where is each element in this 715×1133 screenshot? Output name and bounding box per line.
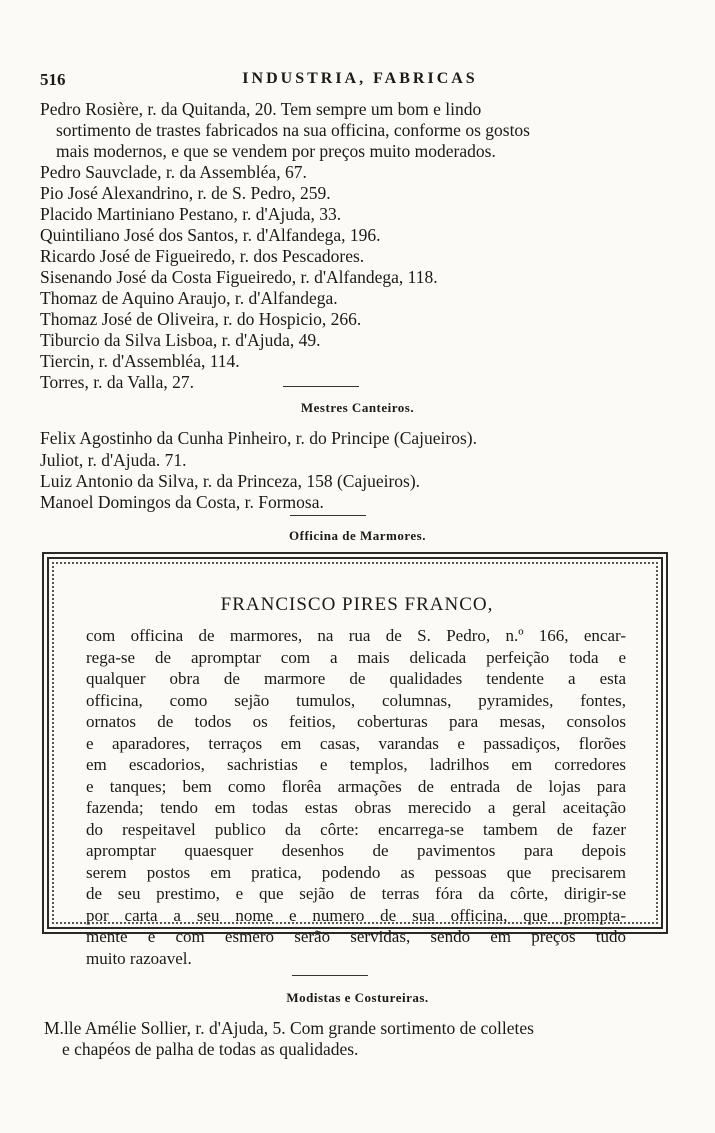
ad-line: muito razoavel.: [86, 948, 192, 968]
list-item: Pedro Rosière, r. da Quitanda, 20. Tem sempre um bom e lindo: [40, 99, 482, 119]
list-item: Placido Martiniano Pestano, r. d'Ajuda, 33.: [40, 204, 342, 224]
list-item: Thomaz José de Oliveira, r. do Hospicio, 266.: [40, 309, 362, 329]
advertisement-text: [86, 625, 626, 969]
advertiser-name: FRANCISCO PIRES FRANCO,: [220, 594, 494, 615]
ad-line: em escadorios, sachristias e templos, ladrilhos em corredores: [86, 755, 626, 774]
ad-line: officina, como sejão tumulos, columnas, pyramides, fontes,: [86, 690, 626, 710]
page-header: [40, 66, 680, 96]
ad-line: e aparadores, terraços em casas, varandas e passadiços, florões: [86, 733, 626, 753]
list-item-continuation: e chapéos de palha de todas as qualidades.: [62, 1039, 359, 1059]
list-item-continuation: mais modernos, e que se vendem por preços muito moderados.: [56, 141, 496, 161]
list-item: Quintiliano José dos Santos, r. d'Alfandega, 196.: [40, 225, 381, 245]
page-number: 516: [40, 70, 66, 89]
section-title-marmores: Officina de Marmores.: [289, 528, 426, 543]
running-title: INDUSTRIA, FABRICAS: [242, 70, 478, 87]
ad-line: e tanques; bem como florêa armações de entrada de lojas para: [86, 776, 626, 796]
ad-line: rega-se de apromptar com a mais delicada perfeição toda e: [86, 647, 626, 667]
advertisement-box: [42, 552, 672, 968]
list-item: Pio José Alexandrino, r. de S. Pedro, 259.: [40, 183, 331, 203]
ad-line: por carta a seu nome e numero de sua officina, que prompta-: [86, 905, 626, 925]
ad-line: apromptar quaesquer desenhos de pavimentos para depois: [86, 841, 626, 860]
list-item: Thomaz de Aquino Araujo, r. d'Alfandega.: [40, 288, 338, 308]
section-divider: [292, 975, 368, 976]
list-item-continuation: sortimento de trastes fabricados na sua officina, conforme os gostos: [56, 120, 530, 140]
list-item: Luiz Antonio da Silva, r. da Princeza, 158 (Cajueiros).: [40, 471, 421, 491]
ad-line: com officina de marmores, na rua de S. Pedro, n.º 166, encar-: [86, 626, 626, 645]
list-item: Juliot, r. d'Ajuda. 71.: [40, 450, 187, 470]
list-item: Tiburcio da Silva Lisboa, r. d'Ajuda, 49.: [40, 330, 321, 350]
list-item: Pedro Sauvclade, r. da Assembléa, 67.: [40, 162, 307, 182]
ad-line: serem postos em pratica, podendo as pessoas que precisarem: [86, 862, 626, 882]
list-item: Ricardo José de Figueiredo, r. dos Pescadores.: [40, 246, 365, 266]
ad-line: do respeitavel publico da côrte: encarrega-se tambem de fazer: [86, 819, 626, 839]
section-divider: [290, 515, 366, 516]
list-item: Felix Agostinho da Cunha Pinheiro, r. do Principe (Cajueiros).: [40, 428, 477, 448]
list-item: M.lle Amélie Sollier, r. d'Ajuda, 5. Com grande sortimento de colletes: [44, 1018, 534, 1038]
list-item: Sisenando José da Costa Figueiredo, r. d'Alfandega, 118.: [40, 267, 438, 287]
ad-line: ornatos de todos os feitios, coberturas para mesas, consolos: [86, 712, 626, 731]
ad-line: fazenda; tendo em todas estas obras merecido a geral aceitação: [86, 798, 626, 817]
ad-line: mente e com esmero serão servidas, sendo em preços tudo: [86, 927, 626, 946]
section-divider: [283, 386, 359, 387]
list-item: Tiercin, r. d'Assembléa, 114.: [40, 351, 240, 371]
section-title-canteiros: Mestres Canteiros.: [300, 400, 415, 415]
list-item: Torres, r. da Valla, 27.: [40, 372, 194, 392]
ad-line: de seu prestimo, e que sejão de terras fóra da côrte, dirigir-se: [86, 884, 626, 903]
ad-line: qualquer obra de marmore de qualidades tendente a esta: [86, 669, 626, 688]
section-title-modistas: Modistas e Costureiras.: [286, 990, 429, 1005]
list-item: Manoel Domingos da Costa, r. Formosa.: [40, 492, 324, 512]
